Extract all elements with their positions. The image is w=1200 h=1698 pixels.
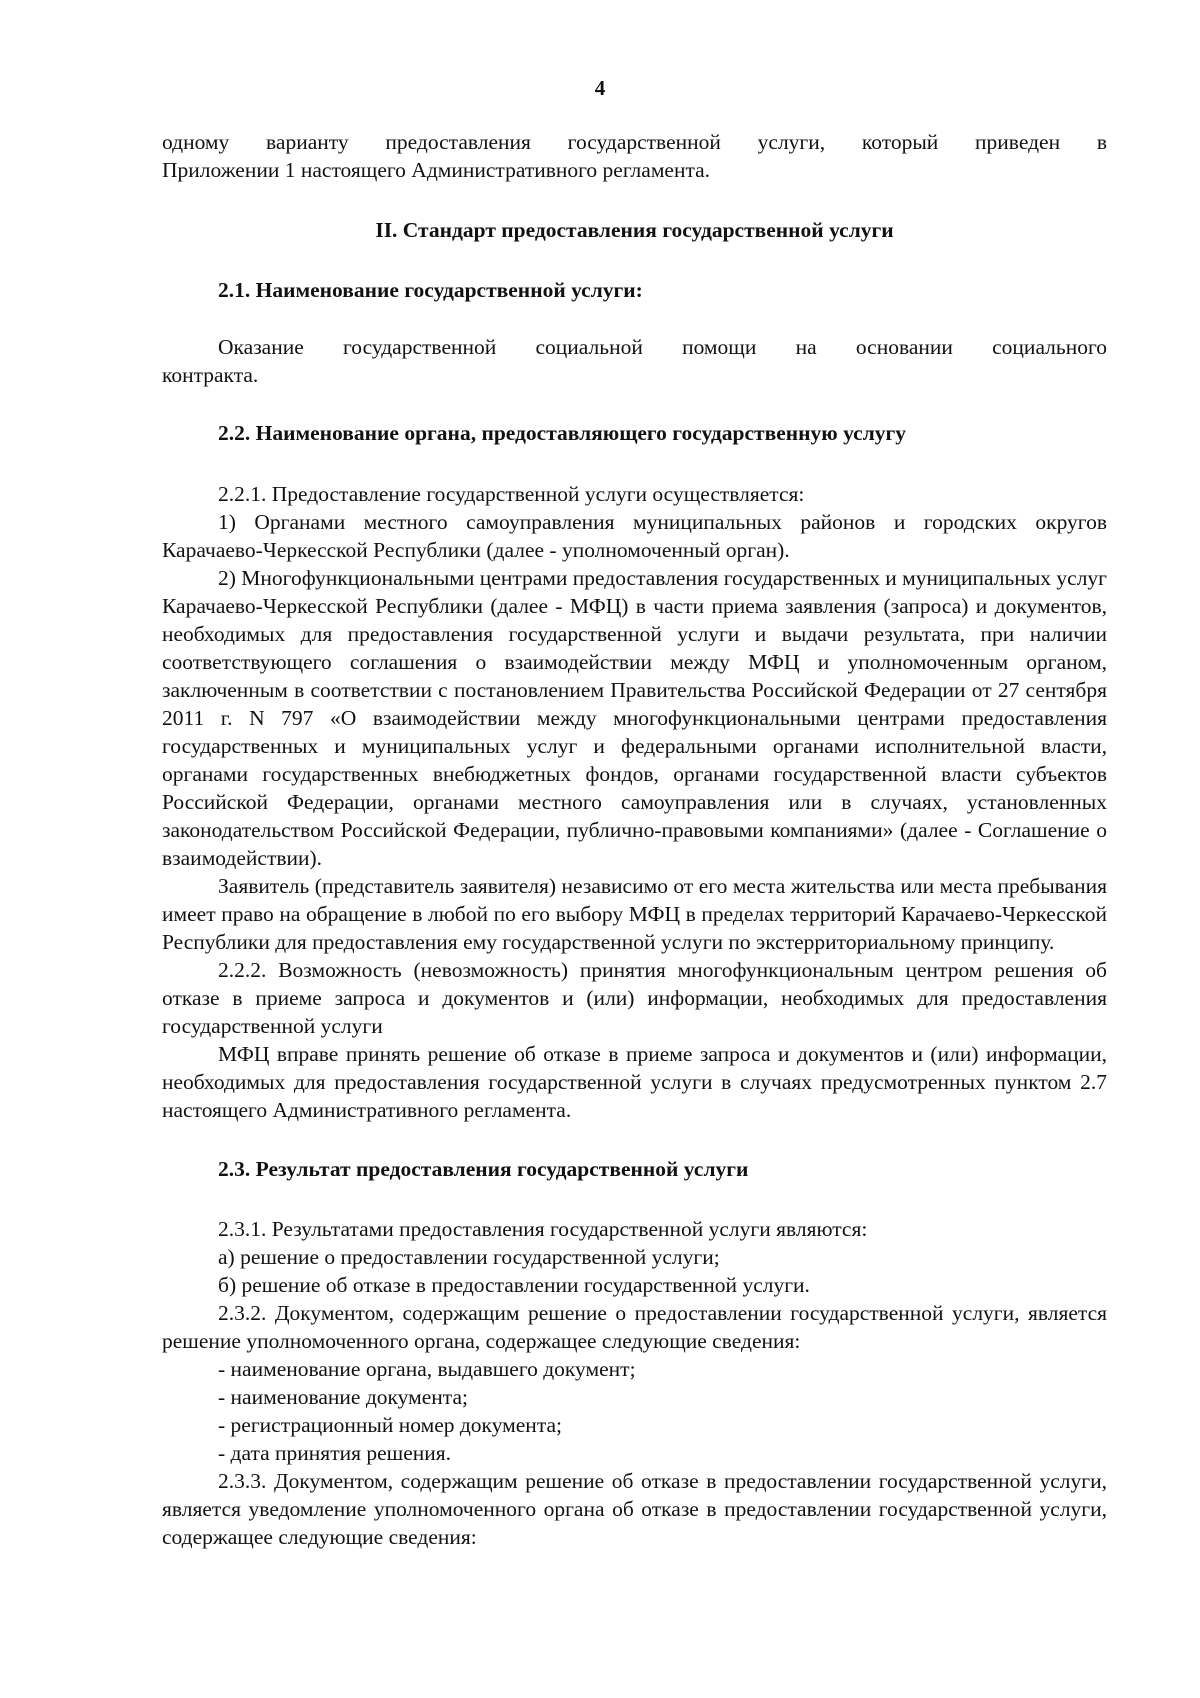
s23-list-item: - регистрационный номер документа; xyxy=(218,1413,562,1437)
s23-paragraph-4: 2.3.2. Документом, содержащим решение о предоставлении государственной услуги, является решение уполномоченного органа, содержащее следующие сведения: xyxy=(162,1301,1107,1353)
s23-paragraph-5: 2.3.3. Документом, содержащим решение об отказе в предоставлении государственной услуги, является уведомление уполномоченного органа об отказе в предоставлении государственной услуги, содержащее следующие сведения: xyxy=(162,1469,1107,1549)
document-body xyxy=(162,128,1107,1551)
s22-paragraph-3: 2) Многофункциональными центрами предоставления государственных и муниципальных услуг Карачаево-Черкесской Республики (далее - МФЦ) в части приема заявления (запроса) и документов, необходимых для предоставления государственной услуги и выдачи результата, при наличии соответствующего соглашения о взаимодействии между МФЦ и уполномоченным органом, заключенным в соответствии с постановлением Правительства Российской Федерации от 27 сентября 2011 г. N 797 «О взаимодействии между многофункциональными центрами предоставления государственных и муниципальных услуг и федеральными органами исполнительной власти, органами государственных внебюджетных фондов, органами государственной власти субъектов Российской Федерации, органами местного самоуправления или в случаях, установленных законодательством Российской Федерации, публично-правовыми компаниями» (далее - Соглашение о взаимодействии). xyxy=(162,566,1107,870)
page-number: 4 xyxy=(594,76,606,100)
s22-paragraph-5: 2.2.2. Возможность (невозможность) принятия многофункциональным центром решения об отказе в приеме запроса и документов и (или) информации, необходимых для предоставления государственной услуги xyxy=(162,958,1107,1038)
heading-2-1: 2.1. Наименование государственной услуги: xyxy=(218,278,643,302)
s22-paragraph-6: МФЦ вправе принять решение об отказе в приеме запроса и документов и (или) информации, необходимых для предоставления государственной услуги в случаях предусмотренных пунктом 2.7 настоящего Административного регламента. xyxy=(162,1042,1107,1122)
intro-line-2: Приложении 1 настоящего Административного регламента. xyxy=(162,158,711,182)
s23-paragraph-2: а) решение о предоставлении государственной услуги; xyxy=(218,1245,720,1269)
s22-paragraph-4: Заявитель (представитель заявителя) независимо от его места жительства или места пребывания имеет право на обращение в любой по его выбору МФЦ в пределах территорий Карачаево-Черкесской Республики для предоставления ему государственной услуги по экстерриториальному принципу. xyxy=(162,874,1107,954)
s23-list-item: - дата принятия решения. xyxy=(218,1441,452,1465)
intro-line-1: одному варианту предоставления государственной услуги, который приведен в xyxy=(162,130,1107,154)
s23-paragraph-1: 2.3.1. Результатами предоставления государственной услуги являются: xyxy=(218,1217,868,1241)
heading-2-2: 2.2. Наименование органа, предоставляющего государственную услугу xyxy=(218,421,907,445)
s23-paragraph-3: б) решение об отказе в предоставлении государственной услуги. xyxy=(218,1273,810,1297)
s21-text-line-2: контракта. xyxy=(162,363,259,387)
section-title: II. Стандарт предоставления государственной услуги xyxy=(375,218,894,242)
s21-text-line-1: Оказание государственной социальной помощи на основании социального xyxy=(218,335,1107,359)
s23-list-item: - наименование органа, выдавшего документ; xyxy=(218,1357,636,1381)
s23-list-item: - наименование документа; xyxy=(218,1385,468,1409)
s22-paragraph-2: 1) Органами местного самоуправления муниципальных районов и городских округов Карачаево-Черкесской Республики (далее - уполномоченный орган). xyxy=(162,510,1107,562)
s22-paragraph-1: 2.2.1. Предоставление государственной услуги осуществляется: xyxy=(218,482,805,506)
heading-2-3: 2.3. Результат предоставления государственной услуги xyxy=(218,1157,749,1181)
